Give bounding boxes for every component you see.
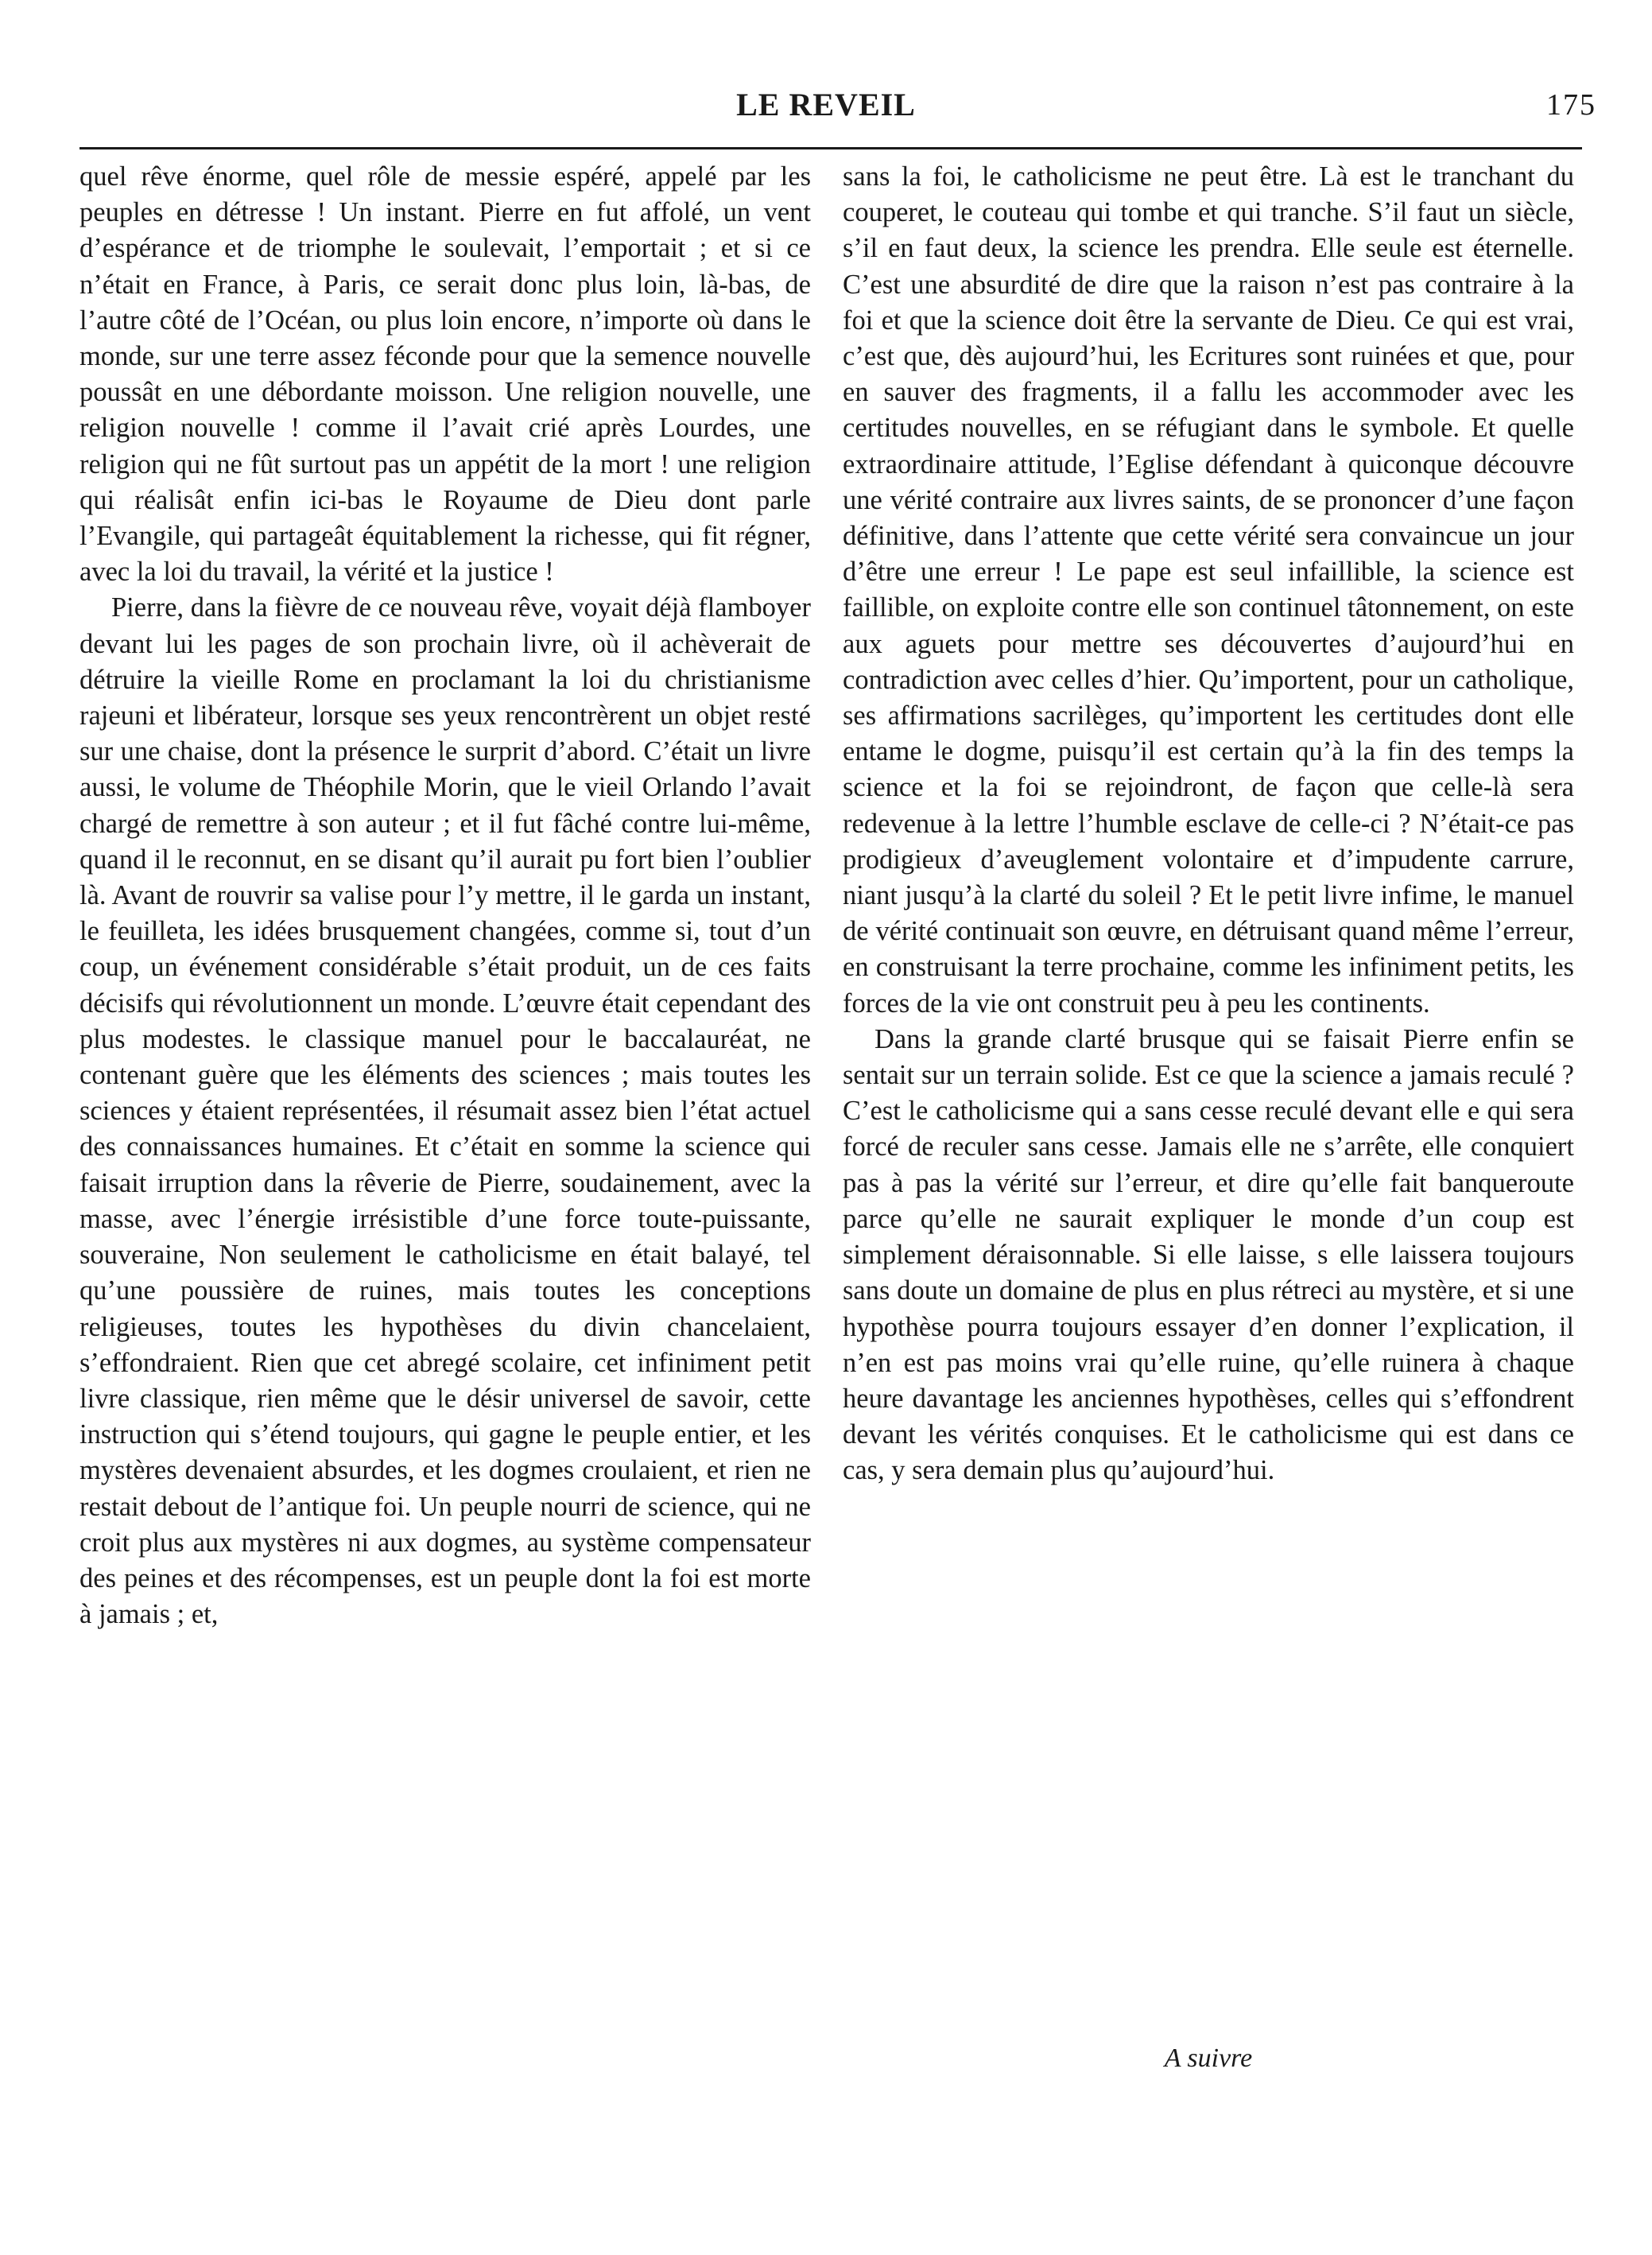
journal-title: LE REVEIL — [736, 87, 916, 122]
page-number: 175 — [1546, 88, 1596, 122]
paragraph: Dans la grande clarté brusque qui se faisait Pierre enfin se sentait sur un terrain solide. Est ce que la science a jamais reculé ? C’est le catholicisme qui a sans cesse reculé devant elle e qui sera forcé de reculer sans cesse. Jamais elle ne s’arrête, elle conquiert pas à pas la vérité sur l’erreur, et dire qu’elle fait banqueroute parce qu’elle ne saurait expliquer le monde d’un coup est simplement déraisonnable. Si elle laisse, s elle laissera toujours sans doute un domaine de plus en plus rétreci au mystère, et si une hypothèse pourra toujours essayer d’en donner l’explication, il n’en est pas moins vrai qu’elle ruine, qu’elle ruinera à chaque heure davantage les anciennes hypothèses, celles qui s’effondrent devant les vérités conquises. Et le catholicisme qui est dans ce cas, y sera demain plus qu’aujourd’hui. — [843, 1023, 1574, 1486]
paragraph: Pierre, dans la fièvre de ce nouveau rêve, voyait déjà flamboyer devant lui les pages de son prochain livre, où il achèverait de détruire la vieille Rome en proclamant la loi du christianisme rajeuni et libérateur, lorsque ses yeux rencontrèrent un objet resté sur une chaise, dont la présence le surprit d’abord. C’était un livre aussi, le volume de Théophile Morin, que le vieil Orlando l’avait chargé de remettre à son auteur ; et il fut fâché contre lui-même, quand il le reconnut, en se disant qu’il aurait pu fort bien l’oublier là. Avant de rouvrir sa valise pour l’y mettre, il le garda un instant, le feuilleta, les idées brusquement changées, comme si, tout d’un coup, un événement considérable s’était produit, un de ces faits décisifs qui révolutionnent un monde. L’œuvre était cependant des plus modestes. le classique manuel pour le baccalauréat, ne contenant guère que les éléments des sciences ; mais toutes les sciences y étaient représentées, il résumait assez bien l’état actuel des connaissances humaines. Et c’était en somme la science qui faisait irruption dans la rêverie de Pierre, soudainement, avec la masse, avec l’énergie irrésistible d’une force toute-puissante, souveraine, Non seulement le catholicisme en était balayé, tel qu’une poussière de ruines, mais toutes les conceptions religieuses, toutes les hypothèses du divin chancelaient, s’effondraient. Rien que cet abregé scolaire, cet infiniment petit livre classique, rien même que le désir universel de savoir, cette instruction qui s’étend toujours, qui gagne le peuple entier, et les mystères devenaient absurdes, et les dogmes croulaient, et rien ne restait debout de l’antique foi. Un peuple nourri de science, qui ne croit plus aux mystères ni aux dogmes, au système compensateur des peines et des récompenses, est un peuple dont la foi est morte à jamais ; et, — [79, 592, 811, 1630]
header-divider — [79, 147, 1582, 149]
paragraph: quel rêve énorme, quel rôle de messie espéré, appelé par les peuples en détresse ! Un instant. Pierre en fut affolé, un vent d’espérance et de triomphe le soulevait, l’emportait ; et si ce n’était en France, à Paris, ce serait donc plus loin, là-bas, de l’autre côté de l’Océan, ou plus loin encore, n’importe où dans le monde, sur une terre assez féconde pour que la semence nouvelle poussât en une débordante moisson. Une religion nouvelle, une religion nouvelle ! comme il l’avait crié après Lourdes, une religion qui ne fût surtout pas un appétit de la mort ! une religion qui réalisât enfin ici-bas le Royaume de Dieu dont parle l’Evangile, qui partageât équitablement la richesse, qui fit régner, avec la loi du travail, la vérité et la justice ! — [79, 161, 811, 588]
to-be-continued-note: A suivre — [1164, 2043, 1253, 2073]
paragraph: sans la foi, le catholicisme ne peut être. Là est le tranchant du couperet, le couteau qui tombe et qui tranche. S’il faut un siècle, s’il en faut deux, la science les prendra. Elle seule est éternelle. C’est une absurdité de dire que la raison n’est pas contraire à la foi et que la science doit être la servante de Dieu. Ce qui est vrai, c’est que, dès aujourd’hui, les Ecritures sont ruinées et que, pour en sauver des fragments, il a fallu les accommoder avec les certitudes nouvelles, en se réfugiant dans le symbole. Et quelle extraordinaire attitude, l’Eglise défendant à quiconque découvre une vérité contraire aux livres saints, de se prononcer d’une façon définitive, dans l’attente que cette vérité sera convaincue un jour d’être une erreur ! Le pape est seul infaillible, la science est faillible, on exploite contre elle son continuel tâtonnement, on este aux aguets pour mettre ses découvertes d’aujourd’hui en contradiction avec celles d’hier. Qu’importent, pour un catholique, ses affirmations sacrilèges, qu’importent les certitudes dont elle entame le dogme, puisqu’il est certain qu’à la fin des temps la science et la foi se rejoindront, de façon que celle-là sera redevenue à la lettre l’humble esclave de celle-ci ? N’était-ce pas prodigieux d’aveuglement volontaire et d’impudente carrure, niant jusqu’à la clarté du soleil ? Et le petit livre infime, le manuel de vérité continuait son œuvre, en détruisant quand même l’erreur, en construisant la terre prochaine, comme les infiniment petits, les forces de la vie ont construit peu à peu les continents. — [843, 161, 1574, 1019]
left-column — [79, 159, 811, 1632]
right-column — [843, 159, 1574, 1489]
